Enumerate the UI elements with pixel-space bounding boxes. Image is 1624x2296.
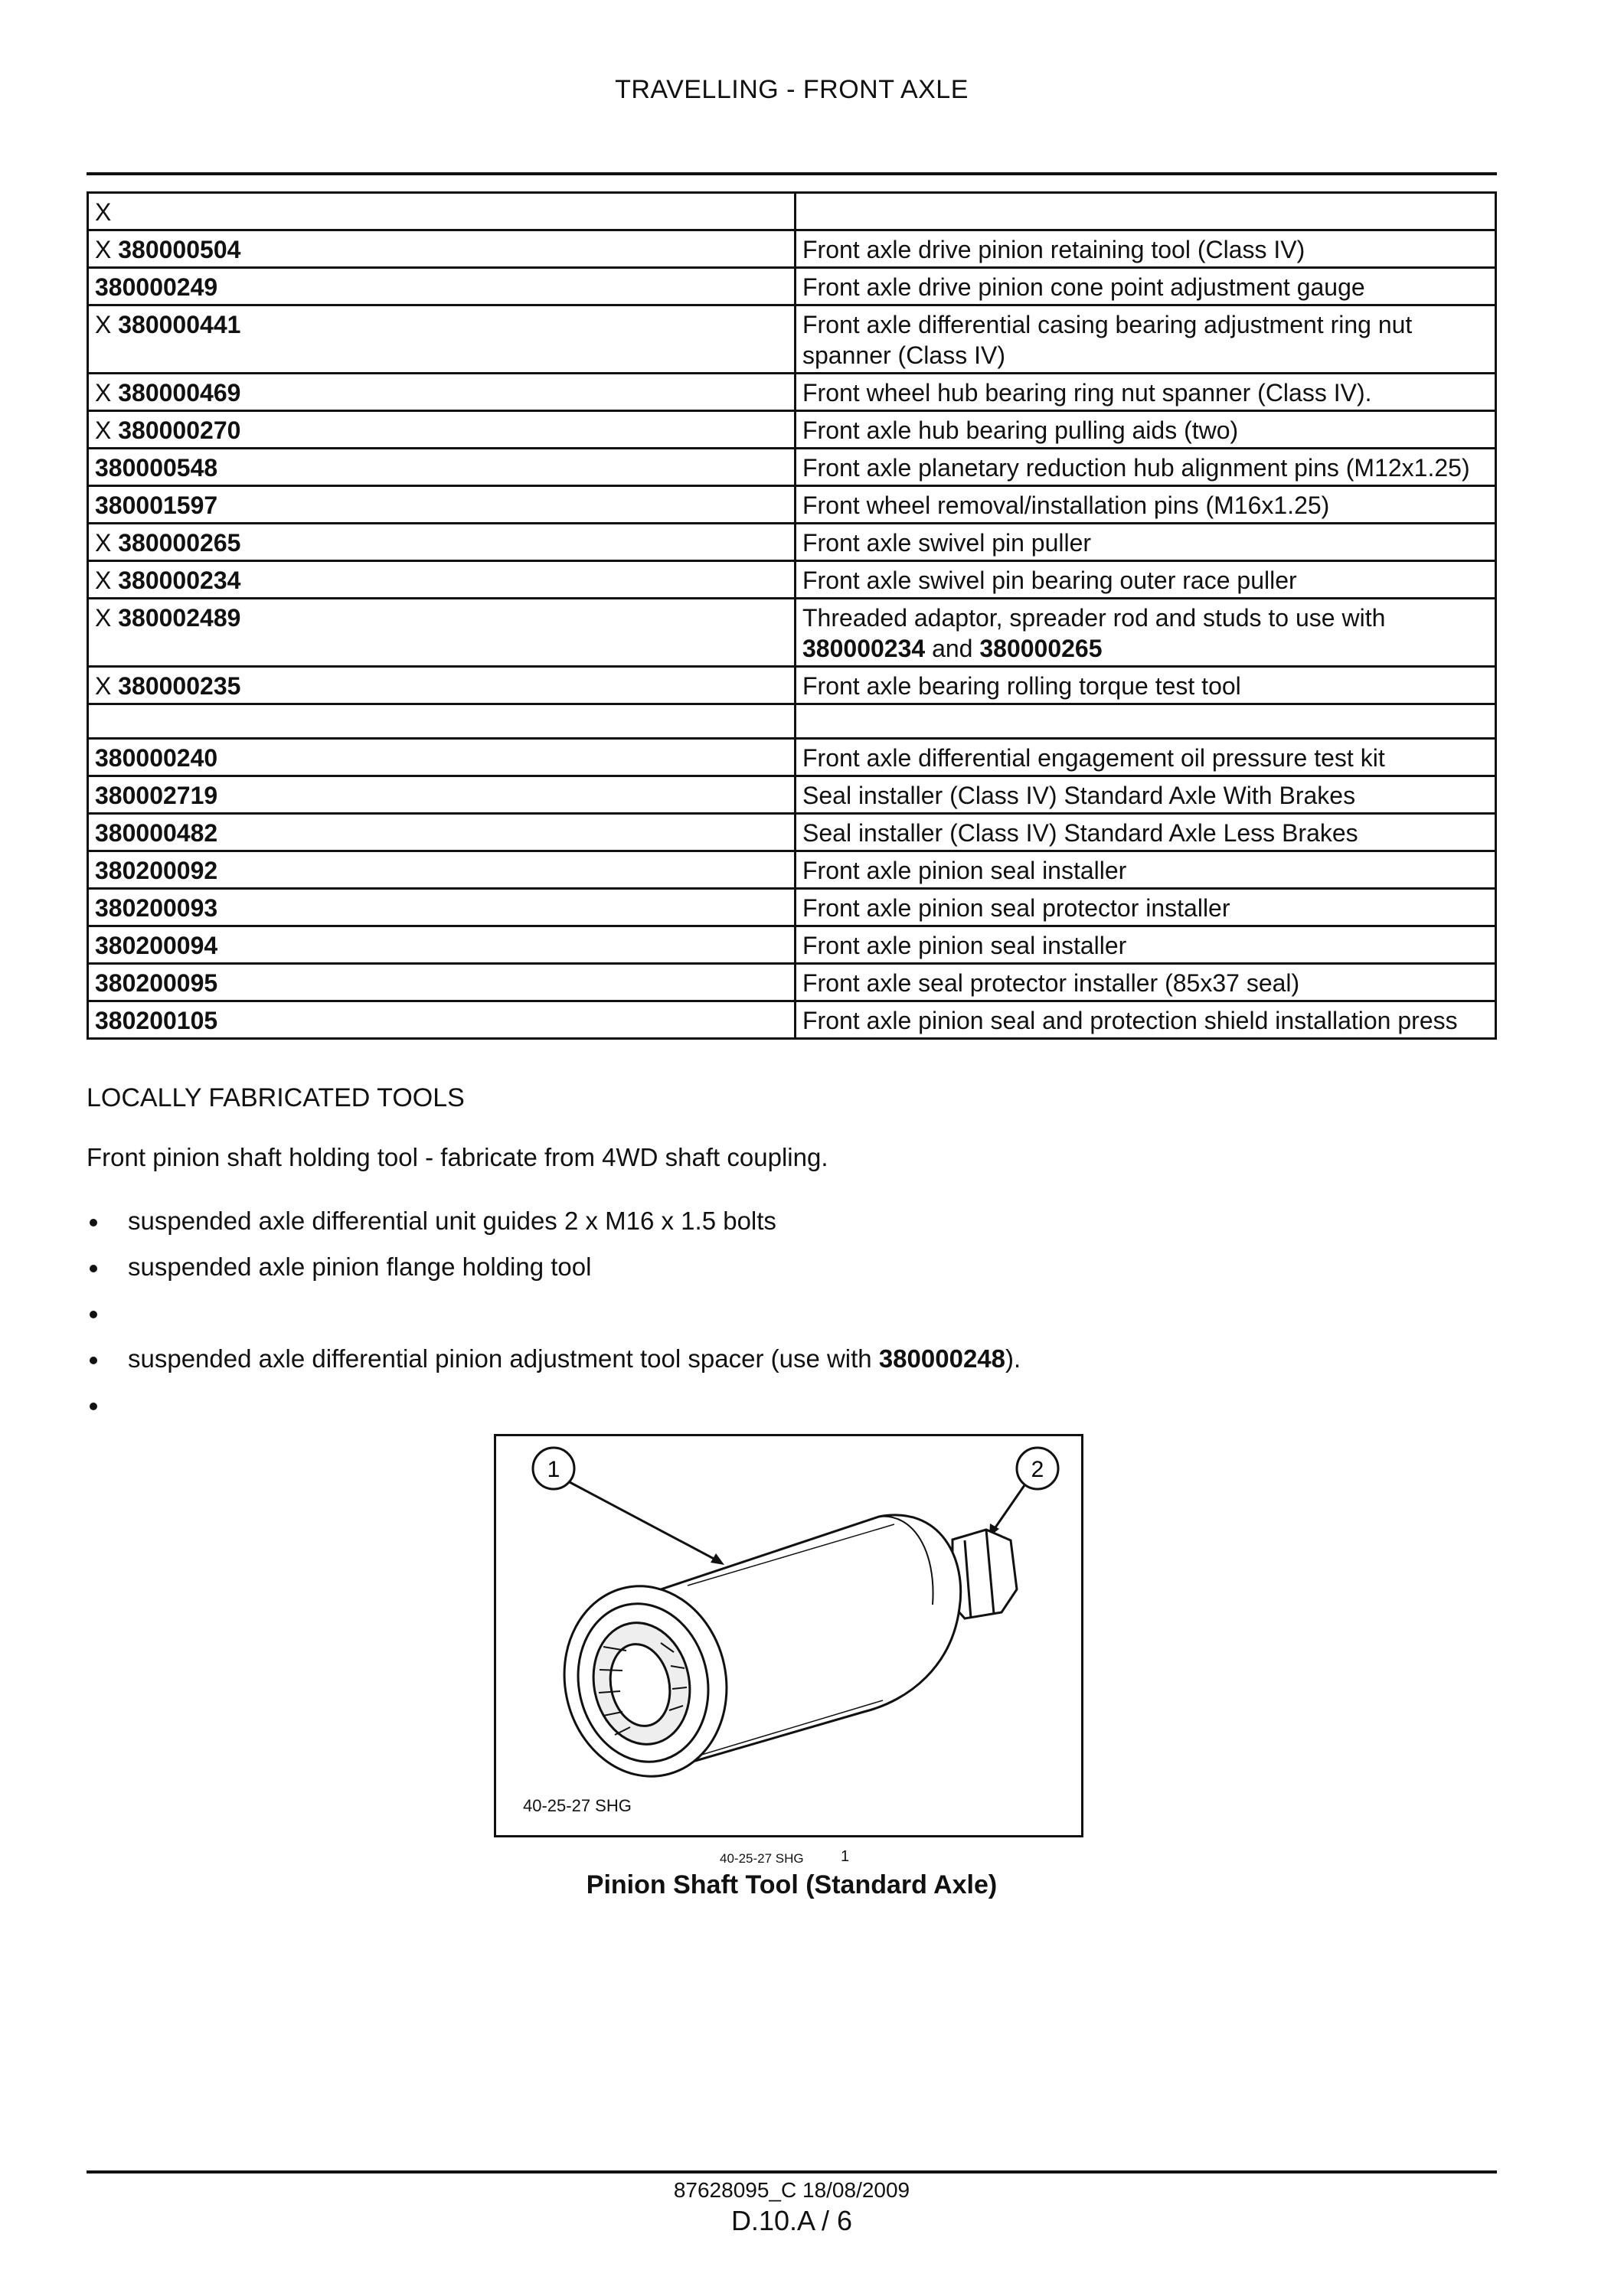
tool-prefix: X <box>95 672 119 700</box>
table-row <box>88 776 1496 814</box>
footer-page-number: D.10.A / 6 <box>730 2205 853 2236</box>
tool-description: Front axle hub bearing pulling aids (two) <box>802 416 1239 444</box>
tool-code-cell <box>88 193 796 230</box>
table-row <box>88 193 1496 230</box>
tool-description: Seal installer (Class IV) Standard Axle Less Brakes <box>802 819 1358 847</box>
tool-description-cell <box>796 305 1496 374</box>
tool-description: Front axle bearing rolling torque test tool <box>802 672 1241 700</box>
table-row <box>88 524 1496 561</box>
description-conjunction: and <box>925 635 980 662</box>
tool-description-cell <box>796 1001 1496 1039</box>
table-row <box>88 704 1496 739</box>
tool-description: Front axle pinion seal installer <box>802 932 1127 959</box>
tool-code-cell <box>88 411 796 449</box>
bullet-text: suspended axle pinion flange holding tool <box>128 1253 592 1281</box>
tool-code-cell <box>88 230 796 268</box>
tool-description-cell <box>796 268 1496 305</box>
leader-line-2 <box>994 1485 1024 1530</box>
tool-description-cell <box>796 524 1496 561</box>
special-tools-table <box>87 191 1497 1040</box>
tool-code: 380000482 <box>95 819 218 847</box>
tool-code-cell <box>88 964 796 1001</box>
tool-code-cell <box>88 374 796 411</box>
tool-code: 380200095 <box>95 969 218 997</box>
tool-description-cell <box>796 193 1496 230</box>
tool-description-cell <box>796 814 1496 851</box>
callout-label-1: 1 <box>547 1457 560 1482</box>
tool-prefix: X <box>95 311 119 338</box>
tool-prefix: X <box>95 236 119 263</box>
tool-description: Front axle pinion seal and protection shield installation press <box>802 1007 1458 1034</box>
tool-description-cell <box>796 964 1496 1001</box>
bullet-item <box>87 1382 1465 1428</box>
tool-prefix: X <box>95 604 119 632</box>
tool-description: Front wheel hub bearing ring nut spanner (Class IV). <box>802 379 1372 407</box>
tool-code-cell <box>88 599 796 667</box>
tool-description-cell <box>796 704 1496 739</box>
tool-code-cell <box>88 704 796 739</box>
tool-description: Front axle pinion seal installer <box>802 857 1127 884</box>
tool-prefix: X <box>95 379 119 407</box>
figure-ref-small: 40-25-27 SHG <box>720 1851 804 1866</box>
tool-code: 380000469 <box>118 379 241 407</box>
tool-description-cell <box>796 486 1496 524</box>
tool-code-cell <box>88 851 796 889</box>
section-title: LOCALLY FABRICATED TOOLS <box>87 1083 465 1112</box>
tool-description: Front axle swivel pin bearing outer race puller <box>802 567 1297 594</box>
description-tool-code: 380000234 <box>802 635 926 662</box>
table-row <box>88 305 1496 374</box>
table-row <box>88 230 1496 268</box>
tool-description-cell <box>796 889 1496 926</box>
tool-description-cell <box>796 926 1496 964</box>
pinion-shaft-tool-figure <box>494 1434 1083 1837</box>
table-row <box>88 561 1496 599</box>
table-row <box>88 851 1496 889</box>
tool-code: 380000504 <box>118 236 241 263</box>
tool-description-cell <box>796 667 1496 704</box>
tool-description: Front axle differential engagement oil pressure test kit <box>802 744 1385 772</box>
bullet-tool-code: 380000248 <box>878 1344 1006 1373</box>
table-row <box>88 814 1496 851</box>
table-row <box>88 667 1496 704</box>
tool-description: Front axle drive pinion cone point adjustment gauge <box>802 273 1365 301</box>
figure-caption: Pinion Shaft Tool (Standard Axle) <box>586 1870 998 1899</box>
tool-code: 380000240 <box>95 744 218 772</box>
tool-description: Front axle drive pinion retaining tool (Class IV) <box>802 236 1305 263</box>
tool-code: 380000234 <box>118 567 241 594</box>
table-row <box>88 599 1496 667</box>
table-row <box>88 964 1496 1001</box>
table-row <box>88 486 1496 524</box>
footer-rule <box>87 2170 1497 2174</box>
intro-paragraph: Front pinion shaft holding tool - fabricate from 4WD shaft coupling. <box>87 1143 828 1171</box>
tool-description: Front axle seal protector installer (85x37 seal) <box>802 969 1300 997</box>
tool-description-cell <box>796 739 1496 776</box>
tool-code-cell <box>88 305 796 374</box>
tool-code: 380000548 <box>95 454 218 482</box>
tool-code: 380000270 <box>118 416 241 444</box>
tool-description-cell <box>796 851 1496 889</box>
tool-description: Front axle swivel pin puller <box>802 529 1092 557</box>
table-row <box>88 1001 1496 1039</box>
tool-code-cell <box>88 814 796 851</box>
tool-description: Threaded adaptor, spreader rod and studs to use with <box>802 604 1386 632</box>
tool-code-cell <box>88 449 796 486</box>
figure-reference-code: 40-25-27 SHG <box>523 1796 632 1815</box>
tool-code-cell <box>88 889 796 926</box>
tool-description-cell <box>796 561 1496 599</box>
table-row <box>88 268 1496 305</box>
tool-description-cell <box>796 411 1496 449</box>
tool-description-cell <box>796 449 1496 486</box>
bullet-item <box>87 1336 1465 1382</box>
tool-code: 380000265 <box>118 529 241 557</box>
tool-description: Front axle differential casing bearing adjustment ring nut spanner (Class IV) <box>802 311 1413 369</box>
leader-line-1 <box>570 1482 718 1561</box>
tool-code: 380200094 <box>95 932 218 959</box>
bullet-icon <box>90 1265 97 1272</box>
tool-code-cell <box>88 776 796 814</box>
bullet-text: suspended axle differential pinion adjustment tool spacer (use with <box>128 1344 879 1373</box>
table-row <box>88 449 1496 486</box>
figure-number: 1 <box>841 1848 850 1865</box>
page-header-title: TRAVELLING - FRONT AXLE <box>615 75 969 104</box>
bullet-icon <box>90 1357 97 1364</box>
bullet-icon <box>90 1219 97 1226</box>
tool-description-cell <box>796 776 1496 814</box>
tool-code-cell <box>88 739 796 776</box>
tool-code-cell <box>88 561 796 599</box>
tool-prefix: X <box>95 567 119 594</box>
tool-description: Front axle pinion seal protector installer <box>802 894 1230 922</box>
tool-code-cell <box>88 486 796 524</box>
header-rule <box>87 172 1497 175</box>
tool-code-cell <box>88 268 796 305</box>
tool-code: 380000441 <box>118 311 241 338</box>
table-row <box>88 889 1496 926</box>
tool-code: 380200093 <box>95 894 218 922</box>
leader-arrow-1 <box>711 1553 724 1565</box>
tool-code: 380000235 <box>118 672 241 700</box>
table-row <box>88 411 1496 449</box>
callout-label-2: 2 <box>1031 1457 1044 1482</box>
tool-description: Front wheel removal/installation pins (M16x1.25) <box>802 492 1330 519</box>
hex-end <box>953 1530 1017 1618</box>
table-row <box>88 926 1496 964</box>
pinion-shaft-tool-illustration <box>496 1436 1081 1835</box>
tool-description-cell <box>796 230 1496 268</box>
bullet-item <box>87 1198 1465 1244</box>
footer-document-ref: 87628095_C 18/08/2009 <box>673 2178 910 2202</box>
tool-code-cell <box>88 667 796 704</box>
tool-description: Front axle planetary reduction hub alignment pins (M12x1.25) <box>802 454 1470 482</box>
tool-description-cell <box>796 599 1496 667</box>
bullet-text: suspended axle differential unit guides 2 x M16 x 1.5 bolts <box>128 1207 776 1235</box>
tool-prefix: X <box>95 529 119 557</box>
tool-code-cell <box>88 524 796 561</box>
tool-code: 380200105 <box>95 1007 218 1034</box>
tool-code: 380200092 <box>95 857 218 884</box>
tool-code-cell <box>88 926 796 964</box>
bullet-item <box>87 1244 1465 1290</box>
description-tool-code: 380000265 <box>979 635 1103 662</box>
tool-code: 380002489 <box>118 604 241 632</box>
tool-prefix: X <box>95 416 119 444</box>
bullet-icon <box>90 1403 97 1410</box>
table-row <box>88 374 1496 411</box>
bullet-suffix: ). <box>1005 1344 1021 1373</box>
tool-code-cell <box>88 1001 796 1039</box>
bullet-item <box>87 1290 1465 1336</box>
tool-code: 380000249 <box>95 273 218 301</box>
bullet-icon <box>90 1311 97 1318</box>
tool-code: 380002719 <box>95 782 218 809</box>
tool-code: 380001597 <box>95 492 218 519</box>
tool-prefix: X <box>95 198 112 226</box>
tool-description: Seal installer (Class IV) Standard Axle With Brakes <box>802 782 1356 809</box>
tools-bullet-list <box>87 1198 1465 1428</box>
table-row <box>88 739 1496 776</box>
tool-description-cell <box>796 374 1496 411</box>
